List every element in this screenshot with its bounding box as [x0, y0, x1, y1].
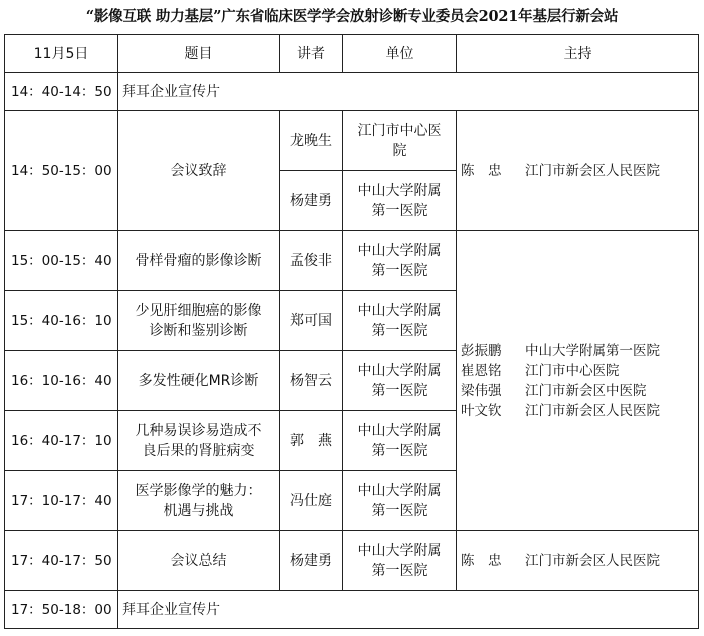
- topic-line: 医学影像学的魅力：: [135, 482, 262, 499]
- host-entry: [461, 381, 698, 401]
- topic-line: 几种易误诊易造成不: [135, 422, 262, 439]
- speaker-cell: 龙晚生: [280, 111, 343, 171]
- topic-cell: [118, 231, 280, 291]
- topic-cell: [118, 471, 280, 531]
- speaker-cell: 郑可国: [280, 291, 343, 351]
- topic-cell: [118, 291, 280, 351]
- unit-line: 第一医院: [371, 382, 428, 399]
- topic-cell: 拜耳企业宣传片: [118, 591, 699, 629]
- unit-line: 中山大学附属: [357, 482, 442, 499]
- unit-line: 江门市中心医: [357, 122, 442, 139]
- unit-line: 中山大学附属: [357, 182, 442, 199]
- speaker-cell: 郭 燕: [280, 411, 343, 471]
- topic-cell: 拜耳企业宣传片: [118, 73, 699, 111]
- topic-line: 多发性硬化MR诊断: [138, 372, 259, 389]
- host-org: 中山大学附属第一医院: [525, 342, 660, 359]
- unit-line: 第一医院: [371, 322, 428, 339]
- time-cell: 17：40-17：50: [5, 531, 118, 591]
- unit-cell: [343, 111, 457, 171]
- host-org: 江门市新会区人民医院: [525, 162, 660, 179]
- host-cell: [457, 111, 699, 231]
- header-date: 11月5日: [5, 35, 118, 73]
- unit-line: 中山大学附属: [357, 362, 442, 379]
- speaker-cell: 杨建勇: [280, 171, 343, 231]
- host-org: 江门市新会区人民医院: [525, 552, 660, 569]
- header-unit: 单位: [343, 35, 457, 73]
- host-org: 江门市中心医院: [525, 362, 620, 379]
- topic-line: 骨样骨瘤的影像诊断: [135, 252, 262, 269]
- header-topic: 题目: [118, 35, 280, 73]
- schedule-table: [4, 34, 699, 629]
- unit-line: 第一医院: [371, 562, 428, 579]
- host-entry: [461, 341, 698, 361]
- time-cell: 15：00-15：40: [5, 231, 118, 291]
- time-cell: 17：10-17：40: [5, 471, 118, 531]
- speaker-cell: 杨智云: [280, 351, 343, 411]
- time-cell: 17：50-18：00: [5, 591, 118, 629]
- table-row: [5, 111, 699, 171]
- time-cell: 15：40-16：10: [5, 291, 118, 351]
- unit-cell: [343, 291, 457, 351]
- time-cell: 16：10-16：40: [5, 351, 118, 411]
- unit-line: 中山大学附属: [357, 242, 442, 259]
- host-name: 梁伟强: [461, 382, 502, 399]
- host-org: 江门市新会区人民医院: [525, 402, 660, 419]
- topic-cell: [118, 411, 280, 471]
- header-host: 主持: [457, 35, 699, 73]
- host-name: 彭振鹏: [461, 342, 502, 359]
- unit-cell: [343, 471, 457, 531]
- table-header-row: [5, 35, 699, 73]
- speaker-cell: 孟俊非: [280, 231, 343, 291]
- host-cell: [457, 531, 699, 591]
- host-name: 陈 忠: [461, 162, 502, 179]
- header-speaker: 讲者: [280, 35, 343, 73]
- topic-cell: 会议致辞: [118, 111, 280, 231]
- unit-cell: [343, 231, 457, 291]
- speaker-cell: 冯仕庭: [280, 471, 343, 531]
- unit-cell: [343, 351, 457, 411]
- time-cell: 14：50-15：00: [5, 111, 118, 231]
- unit-line: 院: [392, 142, 407, 159]
- unit-line: 第一医院: [371, 262, 428, 279]
- host-entry: [461, 361, 698, 381]
- unit-line: 第一医院: [371, 442, 428, 459]
- table-row: [5, 591, 699, 629]
- host-name: 叶文钦: [461, 402, 502, 419]
- page-title: “影像互联 助力基层”广东省临床医学学会放射诊断专业委员会2021年基层行新会站: [85, 8, 619, 25]
- topic-line: 良后果的肾脏病变: [142, 442, 255, 459]
- table-row: [5, 73, 699, 111]
- host-entry: [461, 401, 698, 421]
- host-name: 陈 忠: [461, 552, 502, 569]
- host-name: 崔恩铭: [461, 362, 502, 379]
- topic-line: 少见肝细胞癌的影像: [135, 302, 262, 319]
- unit-line: 第一医院: [371, 202, 428, 219]
- table-row: [5, 231, 699, 291]
- unit-line: 中山大学附属: [357, 302, 442, 319]
- topic-line: 诊断和鉴别诊断: [149, 322, 248, 339]
- unit-line: 中山大学附属: [357, 422, 442, 439]
- time-cell: 16：40-17：10: [5, 411, 118, 471]
- time-cell: 14：40-14：50: [5, 73, 118, 111]
- topic-cell: [118, 351, 280, 411]
- unit-cell: [343, 171, 457, 231]
- table-row: [5, 531, 699, 591]
- speaker-cell: 杨建勇: [280, 531, 343, 591]
- unit-cell: [343, 531, 457, 591]
- host-org: 江门市新会区中医院: [525, 382, 647, 399]
- unit-line: 第一医院: [371, 502, 428, 519]
- group-host-cell: [457, 231, 699, 531]
- unit-cell: [343, 411, 457, 471]
- unit-line: 中山大学附属: [357, 542, 442, 559]
- topic-cell: 会议总结: [118, 531, 280, 591]
- topic-line: 机遇与挑战: [163, 502, 234, 519]
